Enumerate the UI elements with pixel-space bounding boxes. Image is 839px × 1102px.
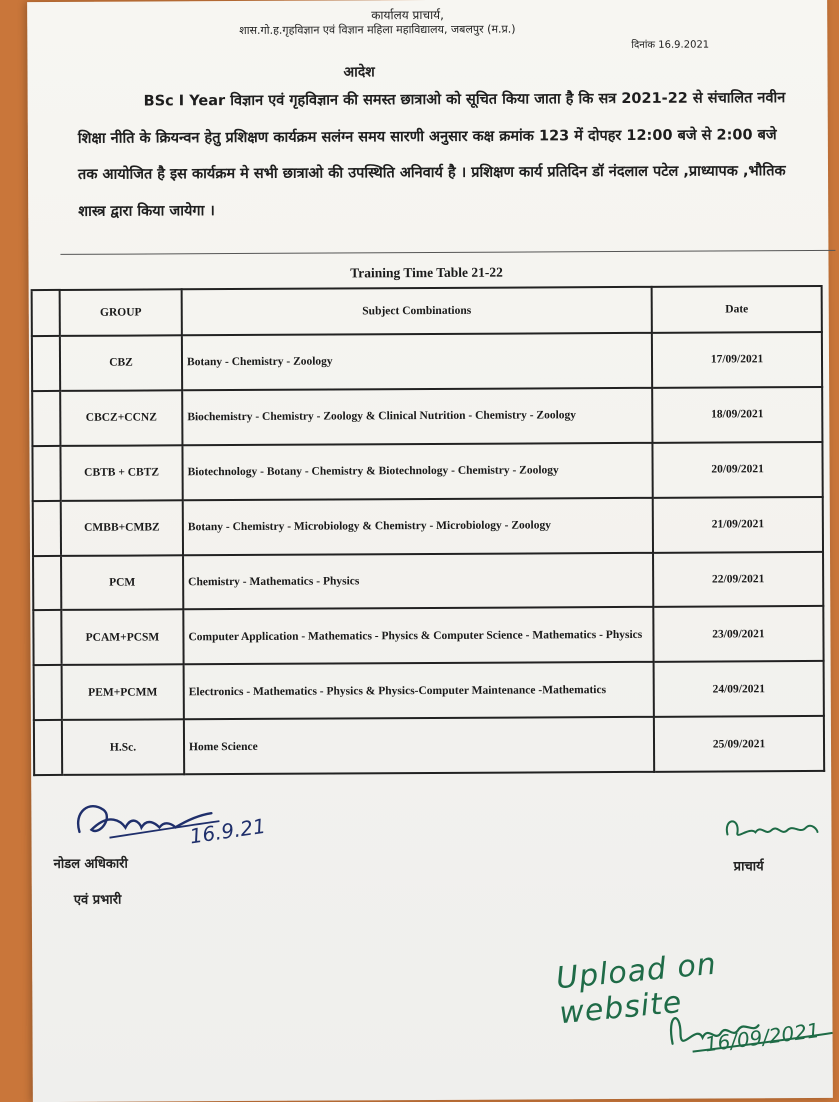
office-heading: कार्यालय प्राचार्य,: [371, 7, 444, 23]
subjects-cell: Home Science: [184, 717, 654, 774]
principal-signature: [721, 810, 821, 856]
order-date: दिनांक 16.9.2021: [631, 39, 710, 51]
group-cell: PEM+PCMM: [62, 665, 184, 721]
date-cell: 20/09/2021: [652, 442, 822, 498]
note-date: 16/09/2021: [703, 1018, 821, 1057]
order-body: BSc I Year विज्ञान एवं गृहविज्ञान की समस्त छात्राओ को सूचित किया जाता है कि सत्र 2021-22 से संचालित नवीन शिक्षा नीति के क्रियन्वन हेतु प्रशिक्षण कार्यक्रम सलंग्न समय सारणी अनुसार कक्ष क्रमांक 123 में दोपहर 12:00 बजे से 2:00 बजे तक आयोजित है इस कार्यक्रम मे सभी छात्राओ की उपस्थिति अनिवार्य है । प्रशिक्षण कार्य प्रतिदिन डॉ नंदलाल पटेल ,प्राध्यापक ,भौतिक शास्त्र द्वारा किया जायेगा ।: [77, 90, 786, 220]
group-cell: CBCZ+CCNZ: [60, 390, 182, 446]
table-row: [33, 497, 823, 556]
group-cell: H.Sc.: [62, 719, 184, 775]
row-margin: [32, 290, 60, 336]
row-margin: [34, 720, 62, 775]
group-cell: PCM: [61, 555, 183, 611]
group-cell: PCAM+PCSM: [61, 610, 183, 666]
header-date: Date: [652, 286, 822, 333]
handwritten-note: Upload on website: [554, 946, 719, 1032]
table-title: Training Time Table 21-22: [31, 256, 821, 290]
nodal-officer-title: नोडल अधिकारी: [53, 856, 128, 872]
row-margin: [34, 665, 62, 720]
row-margin: [32, 391, 60, 446]
order-title: आदेश: [343, 64, 375, 81]
table-row: [32, 387, 822, 446]
group-cell: CBTB + CBTZ: [60, 445, 182, 501]
date-cell: 18/09/2021: [652, 387, 822, 443]
date-cell: 21/09/2021: [653, 497, 823, 553]
row-margin: [32, 336, 60, 391]
principal-title: प्राचार्य: [733, 859, 764, 875]
subjects-cell: Electronics - Mathematics - Physics & Physics-Computer Maintenance -Mathematics: [184, 662, 654, 719]
subjects-cell: Chemistry - Mathematics - Physics: [183, 552, 653, 609]
college-name: शास.गो.ह.गृहविज्ञान एवं विज्ञान महिला महाविद्यालय, जबलपुर (म.प्र.): [239, 22, 516, 37]
divider: [60, 250, 835, 255]
table-row: [33, 551, 823, 610]
date-cell: 22/09/2021: [653, 551, 823, 607]
nodal-signature-date: 16.9.21: [188, 813, 268, 849]
document-page: [27, 0, 833, 1102]
table-row: [32, 442, 822, 501]
table-row: [33, 606, 823, 665]
subjects-cell: Botany - Chemistry - Microbiology & Chemistry - Microbiology - Zoology: [183, 497, 653, 554]
subjects-cell: Biotechnology - Botany - Chemistry & Biotechnology - Chemistry - Zoology: [182, 443, 652, 500]
header-subjects: Subject Combinations: [182, 287, 652, 335]
header-group: GROUP: [60, 289, 182, 336]
date-cell: 23/09/2021: [653, 606, 823, 662]
date-cell: 17/09/2021: [652, 332, 822, 388]
table-row: [32, 332, 822, 391]
row-margin: [33, 555, 61, 610]
subjects-cell: Computer Application - Mathematics - Physics & Computer Science - Mathematics - Physics: [183, 607, 653, 664]
row-margin: [33, 501, 61, 556]
group-cell: CMBB+CMBZ: [61, 500, 183, 556]
note-signature: [662, 993, 839, 1089]
date-cell: 25/09/2021: [654, 716, 824, 772]
row-margin: [32, 446, 60, 501]
subjects-cell: Botany - Chemistry - Zoology: [182, 333, 652, 390]
group-cell: CBZ: [60, 335, 182, 391]
subjects-cell: Biochemistry - Chemistry - Zoology & Clinical Nutrition - Chemistry - Zoology: [182, 388, 652, 445]
row-margin: [33, 610, 61, 665]
table-row: [34, 716, 824, 775]
training-time-table: [30, 256, 825, 776]
nodal-incharge-title: एवं प्रभारी: [73, 892, 122, 908]
table-header-row: [32, 286, 822, 336]
date-cell: 24/09/2021: [654, 661, 824, 717]
table-row: [34, 661, 824, 720]
